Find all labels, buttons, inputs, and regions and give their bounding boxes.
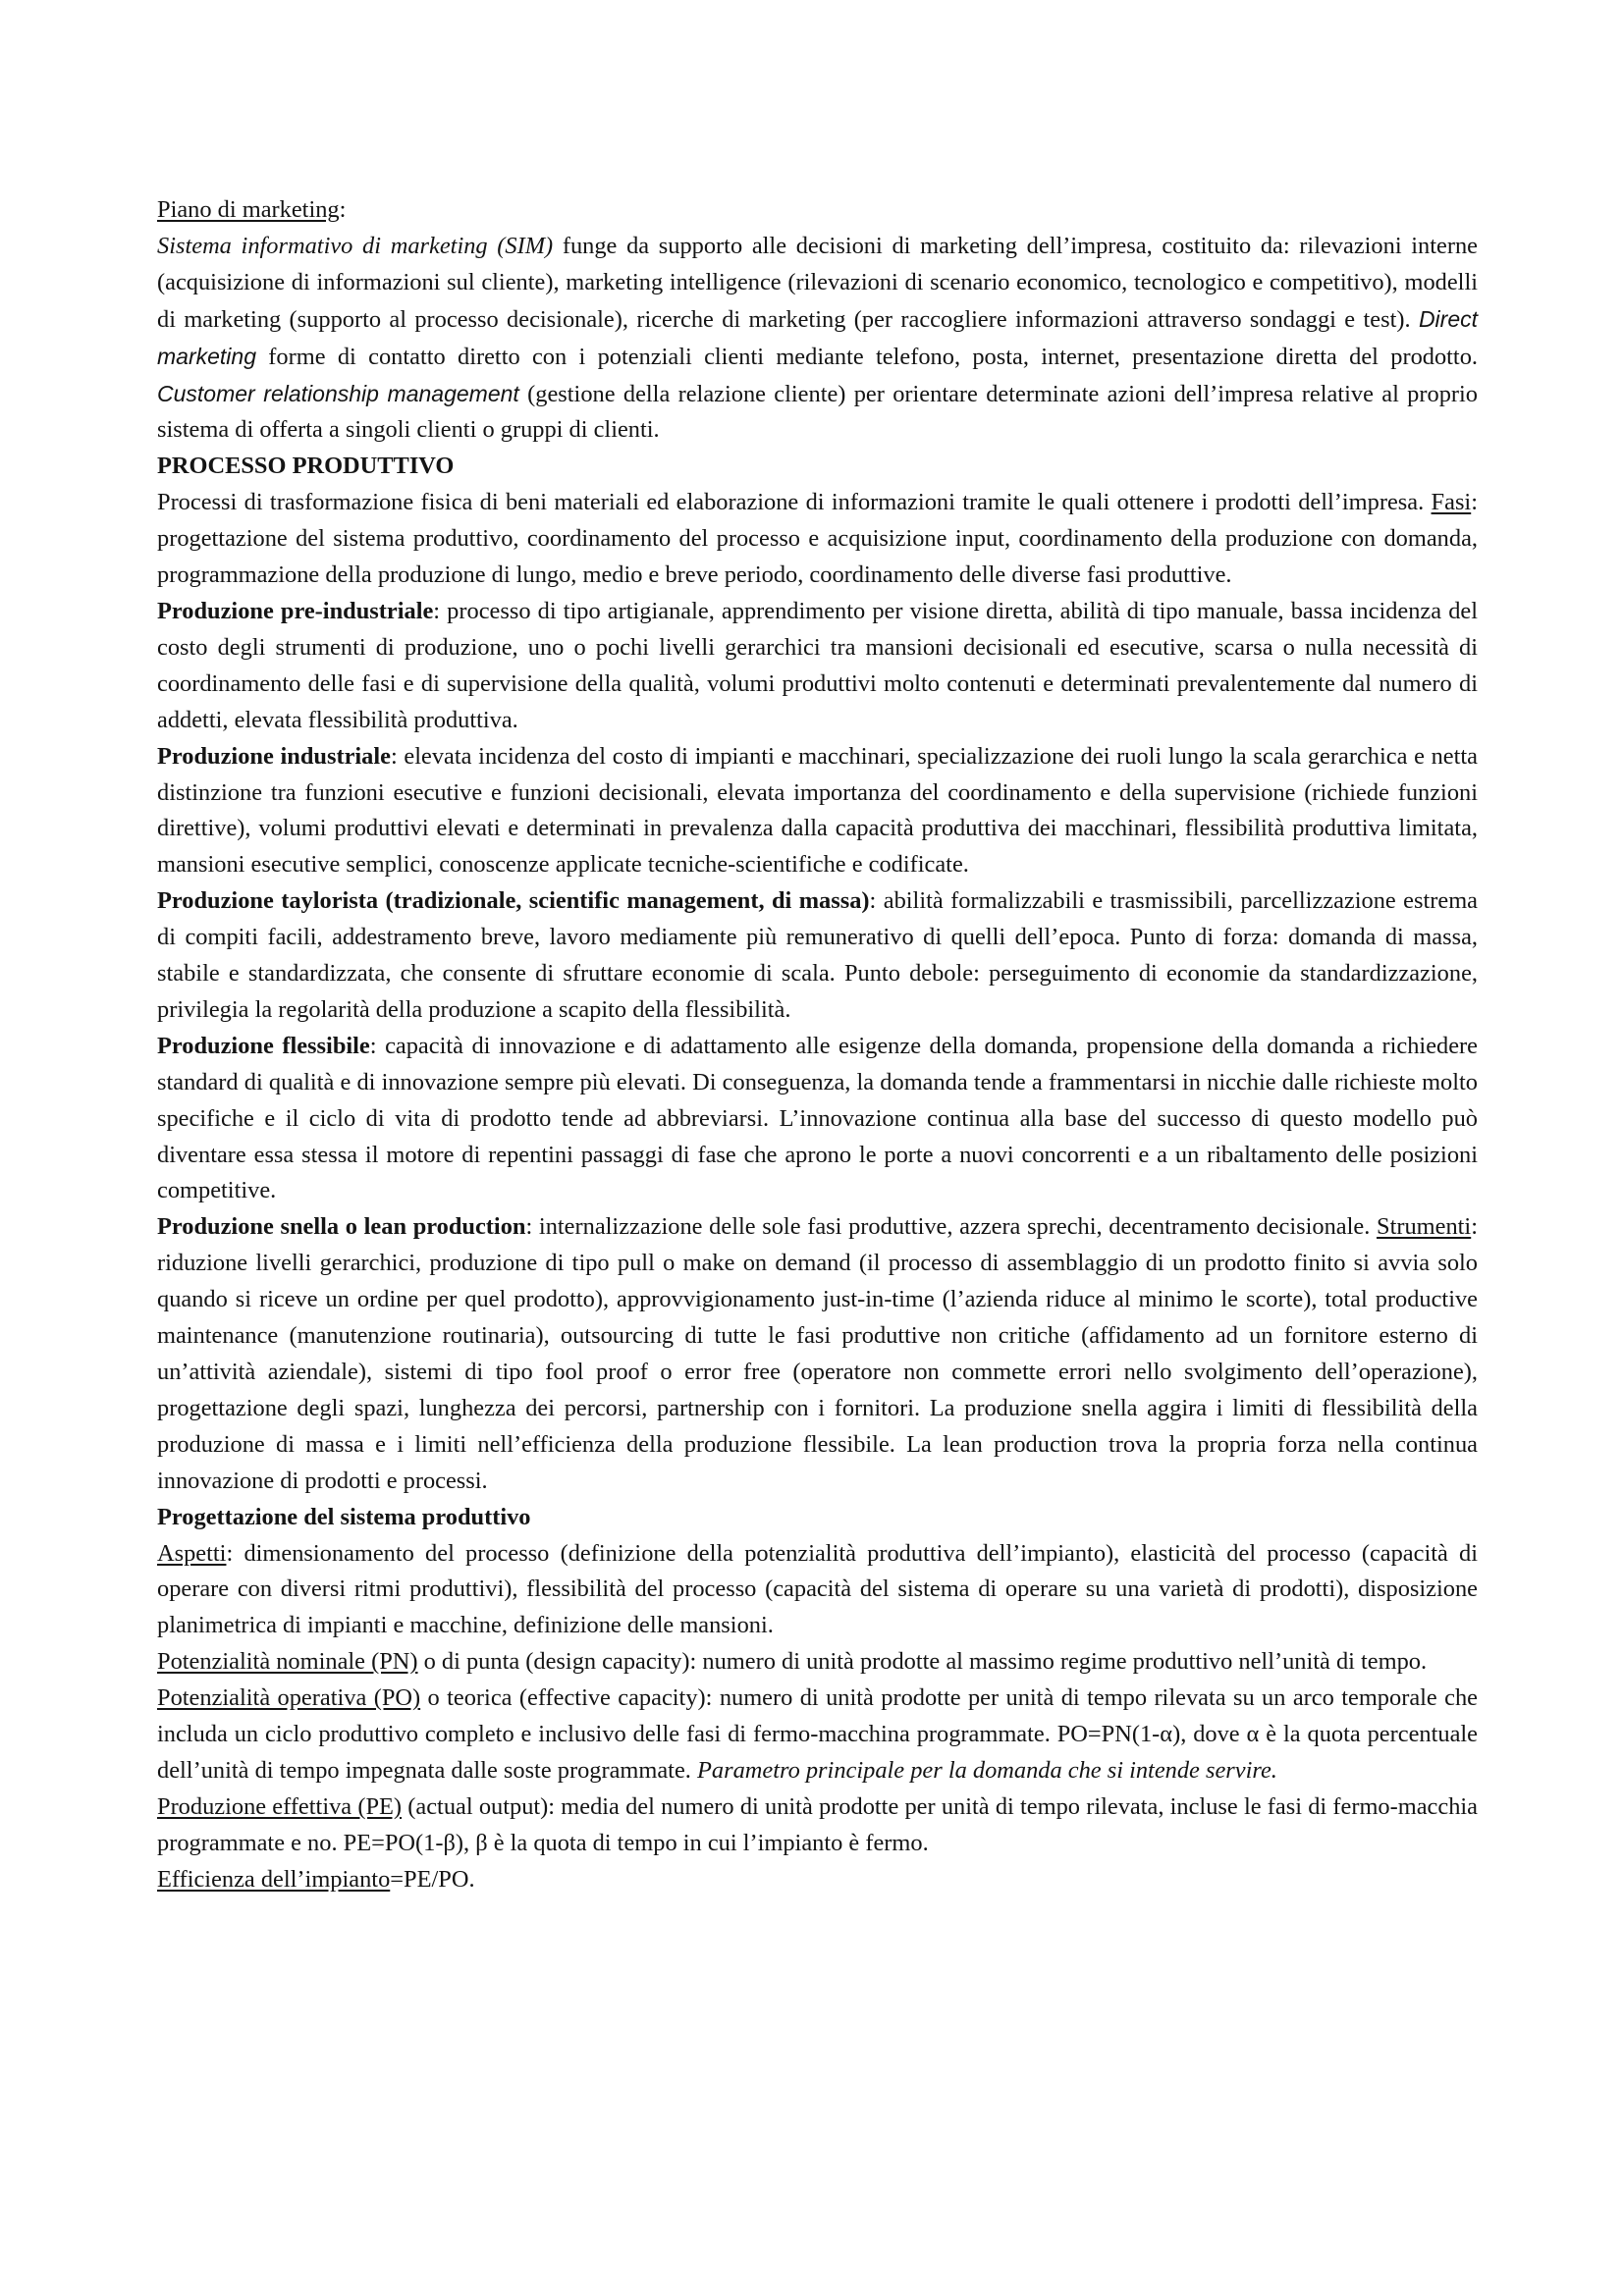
snella-paragraph xyxy=(157,1209,1478,1499)
efficienza-label: Efficienza dell’impianto xyxy=(157,1865,391,1893)
po-paragraph xyxy=(157,1681,1478,1789)
strumenti-label: Strumenti xyxy=(1377,1213,1472,1241)
pn-text: o di punta (design capacity): numero di unità prodotte al massimo regime produttivo nell’unità di tempo. xyxy=(417,1648,1428,1676)
taylorista-term: Produzione taylorista (tradizionale, scientific management, di massa) xyxy=(157,887,870,915)
flessibile-term: Produzione flessibile xyxy=(157,1032,370,1059)
po-italic-note: Parametro principale per la domanda che si intende servire. xyxy=(696,1756,1277,1784)
aspetti-paragraph xyxy=(157,1536,1478,1645)
pre-industriale-text: : processo di tipo artigianale, apprendimento per visione diretta, abilità di tipo manuale, bassa incidenza del costo degli strumenti di produzione, uno o pochi livelli gerarchici tra mansioni decisionali ed esecutive, scarsa o nulla necessità di coordinamento delle fasi e di supervisione della qualità, volumi produttivi molto contenuti e determinati prevalentemente dal numero di addetti, elevata flessibilità produttiva. xyxy=(157,597,1478,733)
efficienza-text: =PE/PO. xyxy=(390,1865,475,1893)
sim-text: funge da supporto alle decisioni di marketing dell’impresa, costituito da: rilevazioni interne (acquisizione di informazioni sul cliente), marketing intelligence (rilevazioni di scenario economico, tecnologico e competitivo), modelli di marketing (supporto al processo decisionale), ricerche di marketing (per raccogliere informazioni attraverso sondaggi e test). xyxy=(157,232,1478,333)
processo-heading: PROCESSO PRODUTTIVO xyxy=(157,453,455,480)
industriale-term: Produzione industriale xyxy=(157,742,391,770)
processo-intro xyxy=(157,485,1478,594)
snella-text-a: : internalizzazione delle sole fasi produttive, azzera sprechi, decentramento decisionale. xyxy=(525,1213,1377,1241)
flessibile-text: : capacità di innovazione e di adattamento alle esigenze della domanda, propensione della domanda a richiedere standard di qualità e di innovazione sempre più elevati. Di conseguenza, la domanda tende a frammentarsi in nicchie dalle richieste molto specifiche e il ciclo di vita di prodotto tende ad abbreviarsi. L’innovazione continua alla base del successo di questo modello può diventare essa stessa il motore di repentini passaggi di fase che aprono le porte a nuovi concorrenti e a un ribaltamento delle posizioni competitive. xyxy=(157,1032,1478,1204)
pe-paragraph xyxy=(157,1789,1478,1862)
marketing-paragraph xyxy=(157,229,1478,449)
aspetti-text: : dimensionamento del processo (definizione della potenzialità produttiva dell’impianto), elasticità del processo (capacità di operare con diversi ritmi produttivi), flessibilità del processo (capacità del sistema di operare su una varietà di prodotti), disposizione planimetrica di impianti e macchine, definizione delle mansioni. xyxy=(157,1539,1478,1639)
pn-label: Potenzialità nominale (PN) xyxy=(157,1648,418,1676)
pe-label: Produzione effettiva (PE) xyxy=(157,1792,403,1820)
pre-industriale-paragraph xyxy=(157,594,1478,739)
direct-marketing-text: forme di contatto diretto con i potenziali clienti mediante telefono, posta, internet, presentazione diretta del prodotto. xyxy=(255,343,1478,370)
crm-term: Customer relationship management xyxy=(157,380,519,406)
fasi-label: Fasi xyxy=(1431,489,1472,516)
processo-intro-a: Processi di trasformazione fisica di beni materiali ed elaborazione di informazioni tramite le quali ottenere i prodotti dell’impresa. xyxy=(157,489,1432,516)
industriale-paragraph xyxy=(157,739,1478,884)
po-text: o teorica (effective capacity): numero di unità prodotte per unità di tempo rilevata su un arco temporale che includa un ciclo produttivo completo e inclusivo delle fasi di fermo-macchina programmate. PO=PN(1-α), dove α è la quota percentuale dell’unità di tempo impegnata dalle soste programmate. xyxy=(157,1684,1479,1784)
pre-industriale-term: Produzione pre-industriale xyxy=(157,597,434,624)
aspetti-label: Aspetti xyxy=(157,1539,227,1567)
pn-paragraph xyxy=(157,1644,1478,1681)
taylorista-text: : abilità formalizzabili e trasmissibili, parcellizzazione estrema di compiti facili, addestramento breve, lavoro mediamente più remunerativo di quelli dell’epoca. Punto di forza: domanda di massa, stabile e standardizzata, che consente di sfruttare economie di scala. Punto debole: perseguimento di economie da standardizzazione, privilegia la regolarità della produzione a scapito della flessibilità. xyxy=(157,887,1478,1023)
processo-intro-b: : progettazione del sistema produttivo, coordinamento del processo e acquisizione input, coordinamento della produzione con domanda, programmazione della produzione di lungo, medio e breve periodo, coordinamento delle diverse fasi produttive. xyxy=(157,489,1478,589)
progettazione-heading: Progettazione del sistema produttivo xyxy=(157,1503,531,1530)
marketing-title-line xyxy=(157,192,1478,229)
flessibile-paragraph xyxy=(157,1029,1478,1210)
industriale-text: : elevata incidenza del costo di impianti e macchinari, specializzazione dei ruoli lungo la scala gerarchica e netta distinzione tra funzioni esecutive e funzioni decisionali, elevata importanza del coordinamento e della supervisione (richiede funzioni direttive), volumi produttivi elevati e determinati in prevalenza dalla capacità produttiva dei macchinari, flessibilità produttiva limitata, mansioni esecutive semplici, conoscenze applicate tecniche-scientifiche e codificate. xyxy=(157,742,1478,879)
marketing-title: Piano di marketing xyxy=(157,196,340,223)
pe-text: (actual output): media del numero di unità prodotte per unità di tempo rilevata, incluse le fasi di fermo-macchia programmate e no. PE=PO(1-β), β è la quota di tempo in cui l’impianto è fermo. xyxy=(157,1792,1478,1856)
efficienza-paragraph xyxy=(157,1862,1478,1898)
sim-term: Sistema informativo di marketing (SIM) xyxy=(157,232,554,259)
direct-marketing-term: Direct marketing xyxy=(157,305,1478,369)
marketing-title-colon: : xyxy=(339,196,347,223)
taylorista-paragraph xyxy=(157,883,1478,1029)
document-page xyxy=(157,192,1478,1898)
crm-text: (gestione della relazione cliente) per orientare determinate azioni dell’impresa relative al proprio sistema di offerta a singoli clienti o gruppi di clienti. xyxy=(157,380,1478,444)
po-label: Potenzialità operativa (PO) xyxy=(157,1684,421,1712)
snella-term: Produzione snella o lean production xyxy=(157,1213,526,1241)
snella-text-b: : riduzione livelli gerarchici, produzione di tipo pull o make on demand (il processo di assemblaggio di un prodotto finito si avvia solo quando si riceve un ordine per quel prodotto), approvvigionamento just-in-time (l’azienda riduce al minimo le scorte), total productive maintenance (manutenzione routinaria), outsourcing di tutte le fasi produttive non critiche (affidamento ad un fornitore esterno di un’attività aziendale), sistemi di tipo fool proof o error free (operatore non commette errori nello svolgimento dell’operazione), progettazione degli spazi, lunghezza dei percorsi, partnership con i fornitori. La produzione snella aggira i limiti di flessibilità della produzione di massa e i limiti nell’efficienza della produzione flessibile. La lean production trova la propria forza nella continua innovazione di prodotti e processi. xyxy=(157,1213,1478,1494)
